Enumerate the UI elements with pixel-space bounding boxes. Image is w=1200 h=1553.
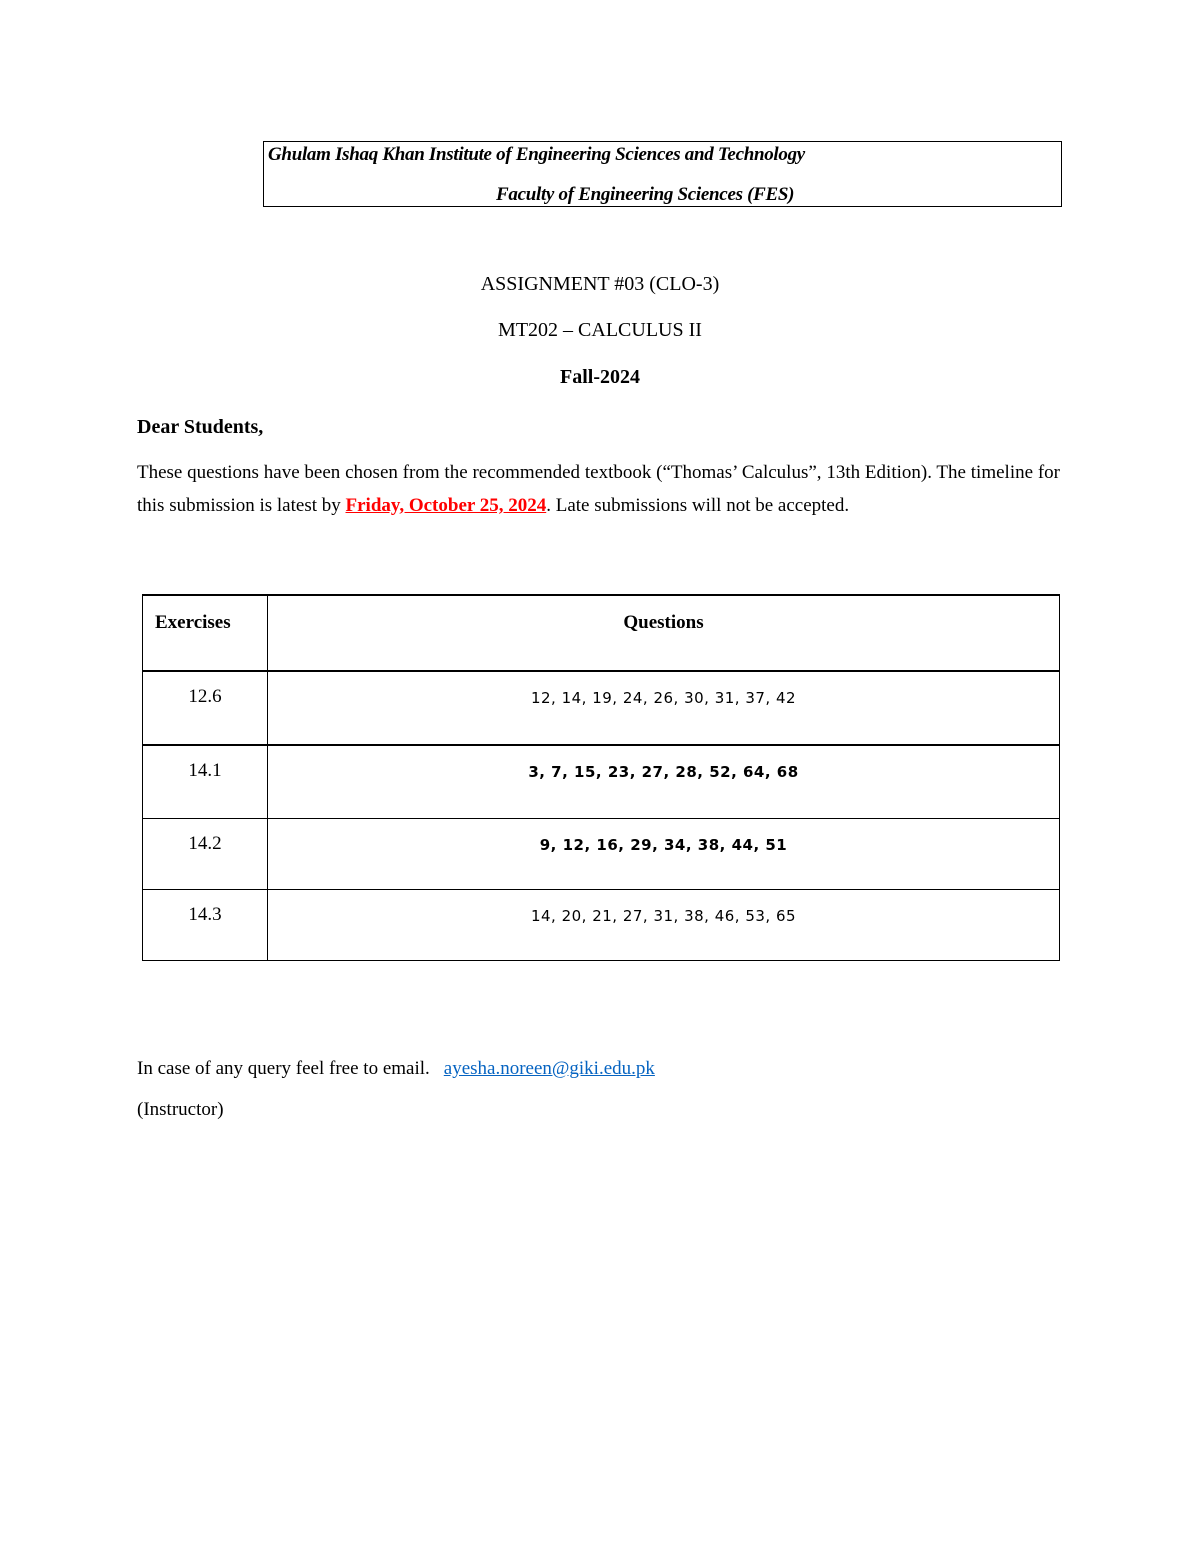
institute-header-box	[263, 141, 1062, 207]
questions-cell: 3, 7, 15, 23, 27, 28, 52, 64, 68	[268, 745, 1060, 819]
exercise-cell: 12.6	[143, 671, 268, 745]
query-text: In case of any query feel free to email.	[137, 1058, 430, 1079]
intro-paragraph	[137, 456, 1060, 522]
instructor-label: (Instructor)	[137, 1099, 224, 1120]
exercise-cell: 14.1	[143, 745, 268, 819]
query-line	[137, 1058, 655, 1080]
exercise-cell: 14.3	[143, 890, 268, 961]
salutation: Dear Students,	[137, 416, 264, 438]
questions-cell: 14, 20, 21, 27, 31, 38, 46, 53, 65	[268, 890, 1060, 961]
term-title: Fall-2024	[560, 366, 640, 388]
table-row	[143, 671, 1060, 745]
assignment-title: ASSIGNMENT #03 (CLO-3)	[480, 273, 720, 295]
table-row	[143, 890, 1060, 961]
table-header-row	[143, 595, 1060, 671]
deadline-date: Friday, October 25, 2024	[345, 495, 547, 516]
course-title: MT202 – CALCULUS II	[498, 319, 702, 341]
intro-text-before: These questions have been chosen from the recommended textbook (“Thomas’ Calculus”, 13th Edition). The timeline for this submission is latest by	[137, 462, 1060, 516]
faculty-name: Faculty of Engineering Sciences (FES)	[496, 184, 795, 205]
instructor-email-link[interactable]: ayesha.noreen@giki.edu.pk	[443, 1058, 655, 1079]
exercise-cell: 14.2	[143, 819, 268, 890]
table-row	[143, 745, 1060, 819]
header-exercises: Exercises	[143, 595, 268, 671]
intro-text-after: . Late submissions will not be accepted.	[546, 495, 850, 516]
questions-cell: 12, 14, 19, 24, 26, 30, 31, 37, 42	[268, 671, 1060, 745]
header-questions: Questions	[268, 595, 1060, 671]
assignment-table	[142, 594, 1060, 961]
questions-cell: 9, 12, 16, 29, 34, 38, 44, 51	[268, 819, 1060, 890]
institute-name: Ghulam Ishaq Khan Institute of Engineering Sciences and Technology	[268, 144, 805, 165]
table-row	[143, 819, 1060, 890]
